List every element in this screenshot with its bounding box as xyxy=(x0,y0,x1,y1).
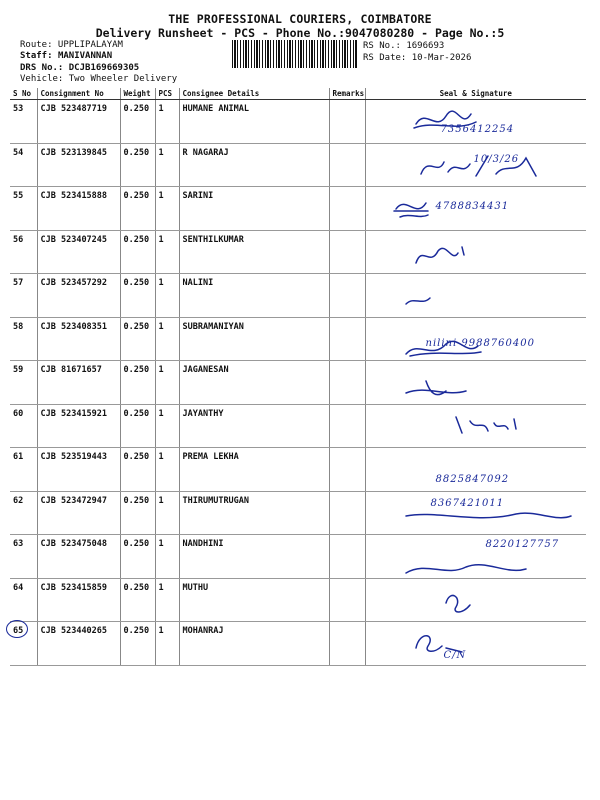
drs-number: DRS No.: DCJB169669305 xyxy=(20,63,140,73)
table-row xyxy=(10,448,586,492)
cell-consignment: CJB 523415921 xyxy=(37,404,120,448)
cell-weight: 0.250 xyxy=(120,448,155,492)
cell-weight: 0.250 xyxy=(120,404,155,448)
rs-date: RS Date: 10-Mar-2026 xyxy=(363,53,472,63)
handwritten-signature xyxy=(366,102,594,140)
cell-consignee: SUBRAMANIYAN xyxy=(179,317,329,361)
cell-remarks xyxy=(329,404,365,448)
cell-pcs: 1 xyxy=(155,274,179,318)
cell-remarks xyxy=(329,317,365,361)
cell-remarks xyxy=(329,143,365,187)
cell-consignment: CJB 523415888 xyxy=(37,187,120,231)
cell-signature xyxy=(365,448,586,492)
handwritten-note: 8367421011 xyxy=(430,497,505,509)
table-row xyxy=(10,187,586,231)
cell-pcs: 1 xyxy=(155,491,179,535)
runsheet-table xyxy=(10,88,586,666)
handwritten-signature xyxy=(366,537,594,575)
cell-signature xyxy=(365,578,586,622)
handwritten-signature xyxy=(366,581,594,619)
cell-signature xyxy=(365,317,586,361)
handwritten-note: 8220127757 xyxy=(485,539,560,550)
cell-consignee: NALINI xyxy=(179,274,329,318)
cell-consignee: SENTHILKUMAR xyxy=(179,230,329,274)
handwritten-signature xyxy=(366,320,594,358)
cell-sno: 55 xyxy=(10,187,37,231)
cell-consignment: CJB 523457292 xyxy=(37,274,120,318)
table-row xyxy=(10,143,586,187)
cell-consignment: CJB 523139845 xyxy=(37,143,120,187)
handwritten-signature xyxy=(366,233,594,271)
cell-sno: 64 xyxy=(10,578,37,622)
cell-signature xyxy=(365,143,586,187)
col-consignment: Consignment No xyxy=(37,88,120,100)
cell-weight: 0.250 xyxy=(120,317,155,361)
table-row xyxy=(10,100,586,144)
cell-sno: 62 xyxy=(10,491,37,535)
handwritten-note: 4788834431 xyxy=(435,201,510,212)
table-row xyxy=(10,491,586,535)
col-sno: S No xyxy=(10,88,37,100)
table-row xyxy=(10,578,586,622)
cell-consignment: CJB 523472947 xyxy=(37,491,120,535)
col-weight: Weight xyxy=(120,88,155,100)
cell-pcs: 1 xyxy=(155,143,179,187)
cell-pcs: 1 xyxy=(155,100,179,144)
cell-sno: 59 xyxy=(10,361,37,405)
cell-signature xyxy=(365,100,586,144)
cell-weight: 0.250 xyxy=(120,143,155,187)
cell-pcs: 1 xyxy=(155,187,179,231)
cell-signature xyxy=(365,535,586,579)
cell-sno: 63 xyxy=(10,535,37,579)
cell-consignment: CJB 523408351 xyxy=(37,317,120,361)
cell-remarks xyxy=(329,361,365,405)
cell-signature xyxy=(365,622,586,666)
cell-consignment: CJB 81671657 xyxy=(37,361,120,405)
cell-weight: 0.250 xyxy=(120,491,155,535)
handwritten-note: nilini 9988760400 xyxy=(425,337,535,349)
col-consignee: Consignee Details xyxy=(179,88,329,100)
table-header-row xyxy=(10,88,586,100)
table-row xyxy=(10,274,586,318)
cell-pcs: 1 xyxy=(155,448,179,492)
cell-weight: 0.250 xyxy=(120,622,155,666)
staff-label: Staff: xyxy=(20,51,53,61)
cell-consignee: MUTHU xyxy=(179,578,329,622)
cell-sno: 60 xyxy=(10,404,37,448)
cell-remarks xyxy=(329,622,365,666)
table-row xyxy=(10,404,586,448)
col-signature: Seal & Signature xyxy=(365,88,586,100)
cell-consignment: CJB 523475048 xyxy=(37,535,120,579)
cell-pcs: 1 xyxy=(155,622,179,666)
cell-sno: 54 xyxy=(10,143,37,187)
cell-consignment: CJB 523487719 xyxy=(37,100,120,144)
cell-consignment: CJB 523415859 xyxy=(37,578,120,622)
rs-number: RS No.: 1696693 xyxy=(363,41,445,51)
cell-remarks xyxy=(329,187,365,231)
cell-consignee: JAYANTHY xyxy=(179,404,329,448)
cell-consignment: CJB 523440265 xyxy=(37,622,120,666)
handwritten-signature xyxy=(366,407,594,445)
cell-consignee: PREMA LEKHA xyxy=(179,448,329,492)
cell-weight: 0.250 xyxy=(120,100,155,144)
cell-weight: 0.250 xyxy=(120,578,155,622)
handwritten-signature xyxy=(366,276,594,314)
cell-signature xyxy=(365,404,586,448)
cell-weight: 0.250 xyxy=(120,361,155,405)
cell-signature xyxy=(365,187,586,231)
cell-consignee: MOHANRAJ xyxy=(179,622,329,666)
handwritten-signature xyxy=(366,146,594,184)
table-row xyxy=(10,622,586,666)
cell-sno: 65 xyxy=(10,622,37,666)
cell-consignee: HUMANE ANIMAL xyxy=(179,100,329,144)
table-row xyxy=(10,361,586,405)
cell-pcs: 1 xyxy=(155,361,179,405)
cell-remarks xyxy=(329,491,365,535)
table-row xyxy=(10,535,586,579)
vehicle-text: Vehicle: Two Wheeler Delivery xyxy=(20,74,178,84)
handwritten-signature xyxy=(366,624,594,662)
handwritten-note: C/N xyxy=(443,650,467,661)
handwritten-note: 8825847092 xyxy=(435,474,510,485)
document-title: THE PROFESSIONAL COURIERS, COIMBATORE xyxy=(168,12,432,26)
cell-pcs: 1 xyxy=(155,578,179,622)
handwritten-note: 10/3/26 xyxy=(473,153,520,165)
handwritten-signature xyxy=(366,189,594,227)
cell-signature xyxy=(365,274,586,318)
cell-weight: 0.250 xyxy=(120,230,155,274)
cell-sno: 57 xyxy=(10,274,37,318)
col-pcs: PCS xyxy=(155,88,179,100)
table-row xyxy=(10,317,586,361)
col-remarks: Remarks xyxy=(329,88,365,100)
cell-consignee: JAGANESAN xyxy=(179,361,329,405)
cell-consignment: CJB 523519443 xyxy=(37,448,120,492)
cell-pcs: 1 xyxy=(155,317,179,361)
cell-remarks xyxy=(329,230,365,274)
cell-remarks xyxy=(329,274,365,318)
handwritten-signature xyxy=(366,450,594,488)
table-row xyxy=(10,230,586,274)
cell-signature xyxy=(365,361,586,405)
cell-consignee: SARINI xyxy=(179,187,329,231)
cell-weight: 0.250 xyxy=(120,535,155,579)
cell-consignee: NANDHINI xyxy=(179,535,329,579)
cell-pcs: 1 xyxy=(155,535,179,579)
cell-weight: 0.250 xyxy=(120,274,155,318)
cell-sno: 61 xyxy=(10,448,37,492)
cell-weight: 0.250 xyxy=(120,187,155,231)
staff-name: MANIVANNAN xyxy=(57,51,113,61)
barcode xyxy=(232,40,358,68)
cell-pcs: 1 xyxy=(155,230,179,274)
cell-consignment: CJB 523407245 xyxy=(37,230,120,274)
cell-consignee: R NAGARAJ xyxy=(179,143,329,187)
cell-sno: 53 xyxy=(10,100,37,144)
cell-sno: 56 xyxy=(10,230,37,274)
handwritten-note: 7356412254 xyxy=(440,124,515,135)
cell-remarks xyxy=(329,535,365,579)
cell-consignee: THIRUMUTRUGAN xyxy=(179,491,329,535)
cell-remarks xyxy=(329,448,365,492)
staff-line xyxy=(20,51,112,61)
cell-pcs: 1 xyxy=(155,404,179,448)
handwritten-signature xyxy=(366,363,594,401)
hand-circle-mark xyxy=(6,620,28,638)
handwritten-signature xyxy=(366,494,594,532)
route-text: Route: UPPLIPALAYAM xyxy=(20,40,123,50)
document-subtitle: Delivery Runsheet - PCS - Phone No.:9047080280 - Page No.:5 xyxy=(95,26,505,40)
cell-sno: 58 xyxy=(10,317,37,361)
cell-remarks xyxy=(329,578,365,622)
cell-signature xyxy=(365,230,586,274)
cell-signature xyxy=(365,491,586,535)
cell-remarks xyxy=(329,100,365,144)
